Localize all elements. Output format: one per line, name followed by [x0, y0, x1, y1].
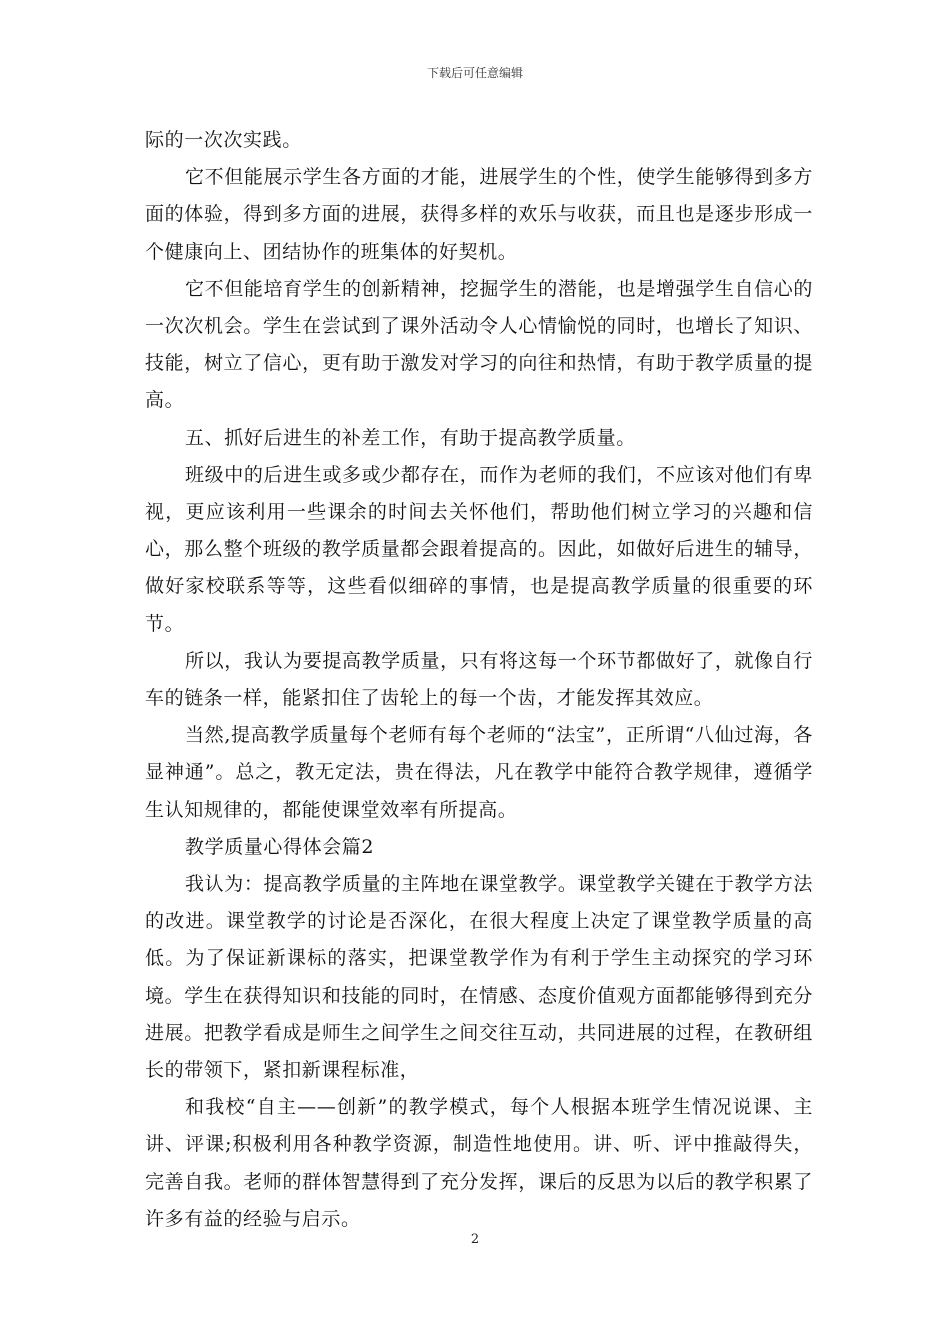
document-body	[145, 122, 813, 1238]
paragraph-teaching-methods: 当然,提高教学质量每个老师有每个老师的“法宝”，正所谓“八仙过海，各显神通”。总之，教无定法，贵在得法，凡在教学中能符合教学规律，遵循学生认知规律的，都能使课堂效率有所提高。	[145, 724, 813, 821]
paragraph-talent-display: 它不但能展示学生各方面的才能，进展学生的个性，使学生能够得到多方面的体验，得到多方面的进展，获得多样的欢乐与收获，而且也是逐步形成一个健康向上、团结协作的班集体的好契机。	[145, 166, 813, 263]
paragraph-struggling-students: 班级中的后进生或多或少都存在，而作为老师的我们，不应该对他们有卑视，更应该利用一些课余的时间去关怀他们，帮助他们树立学习的兴趣和信心，那么整个班级的教学质量都会跟着提高的。因此，如做好后进生的辅导，做好家校联系等等，这些看似细碎的事情，也是提高教学质量的很重要的环节。	[145, 463, 813, 635]
paragraph-innovation-spirit: 它不但能培育学生的创新精神，挖掘学生的潜能，也是增强学生自信心的一次次机会。学生在尝试到了课外活动令人心情愉悦的同时，也增长了知识、技能，树立了信心，更有助于激发对学习的向往和热情，有助于教学质量的提高。	[145, 277, 813, 412]
paragraph-chain-analogy: 所以，我认为要提高教学质量，只有将这每一个环节都做好了，就像自行车的链条一样，能紧扣住了齿轮上的每一个齿，才能发挥其效应。	[145, 649, 813, 710]
paragraph-classroom-teaching: 我认为：提高教学质量的主阵地在课堂教学。课堂教学关键在于教学方法的改进。课堂教学的讨论是否深化，在很大程度上决定了课堂教学质量的高低。为了保证新课标的落实，把课堂教学作为有利于学生主动探究的学习环境。学生在获得知识和技能的同时，在情感、态度价值观方面都能够得到充分进展。把教学看成是师生之间学生之间交往互动，共同进展的过程，在教研组长的带领下，紧扣新课程标准，	[145, 873, 813, 1082]
article-title-part-2: 教学质量心得体会篇2	[185, 835, 375, 858]
page-header: 下载后可任意编辑	[426, 66, 523, 80]
section-heading-five: 五、抓好后进生的补差工作，有助于提高教学质量。	[185, 426, 636, 449]
paragraph-continuation: 际的一次次实践。	[145, 129, 302, 151]
paragraph-teaching-model: 和我校“自主——创新”的教学模式，每个人根据本班学生情况说课、主讲、评课;积极利用各种教学资源，制造性地使用。讲、听、评中推敲得失，完善自我。老师的群体智慧得到了充分发挥，课后的反思为以后的教学积累了许多有益的经验与启示。	[145, 1096, 813, 1230]
page-number: 2	[470, 1232, 480, 1247]
